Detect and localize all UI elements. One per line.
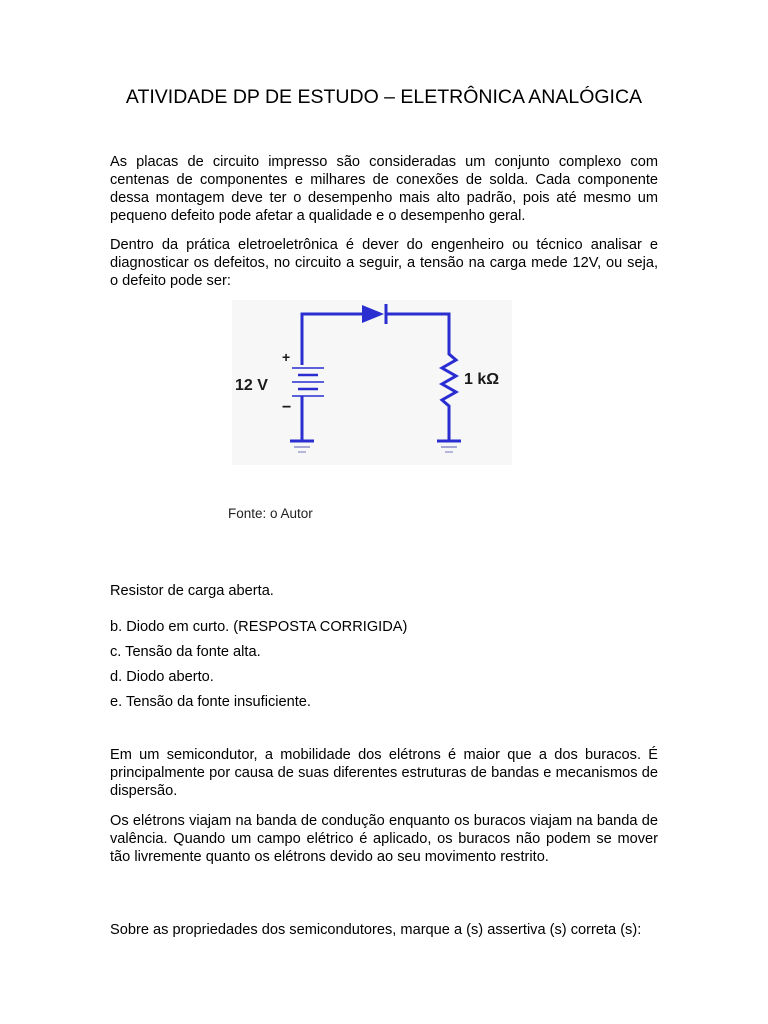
document-title: ATIVIDADE DP DE ESTUDO – ELETRÔNICA ANALÓGICA [125,86,643,108]
option-b: b. Diodo em curto. (RESPOSTA CORRIGIDA) [110,619,408,635]
circuit-wires [302,314,456,440]
intro-paragraph: As placas de circuito impresso são consideradas um conjunto complexo com centenas de componentes e milhares de conexões de solda. Cada componente dessa montagem deve ter o desempenho mais alto padrão, pois até mesmo um pequeno defeito pode afetar a qualidade e o desempenho geral. [110,154,658,224]
question-paragraph: Dentro da prática eletroeletrônica é dever do engenheiro ou técnico analisar e diagnosticar os defeitos, no circuito a seguir, a tensão na carga mede 12V, ou seja, o defeito pode ser: [110,237,658,289]
option-e: e. Tensão da fonte insuficiente. [110,694,311,710]
diode-triangle [362,305,384,323]
option-d: d. Diodo aberto. [110,669,214,685]
final-question: Sobre as propriedades dos semicondutores, marque a (s) assertiva (s) correta (s): [110,922,642,938]
voltage-label: 12 V [235,377,268,394]
plus-sign: + [282,349,291,365]
figure-caption: Fonte: o Autor [228,506,313,521]
circuit-figure [232,300,512,465]
ground-left [290,441,314,452]
resistor-label: 1 kΩ [464,371,500,388]
option-a: Resistor de carga aberta. [110,583,274,599]
wire-top-right [387,314,449,348]
ground-right [437,441,461,452]
battery [292,368,324,396]
circuit-diagram [232,300,512,465]
wire-top-left [302,314,362,365]
option-c: c. Tensão da fonte alta. [110,644,261,660]
semiconductor-paragraph-2: Os elétrons viajam na banda de condução enquanto os buracos viajam na banda de valência. Quando um campo elétrico é aplicado, os buracos não podem se mover tão livremente quanto os elétrons devido ao seu movimento restrito. [110,813,658,865]
resistor [442,348,456,440]
minus-sign: − [282,399,292,416]
semiconductor-paragraph-1: Em um semicondutor, a mobilidade dos elétrons é maior que a dos buracos. É principalmente por causa de suas diferentes estruturas de bandas e mecanismos de dispersão. [110,747,658,799]
